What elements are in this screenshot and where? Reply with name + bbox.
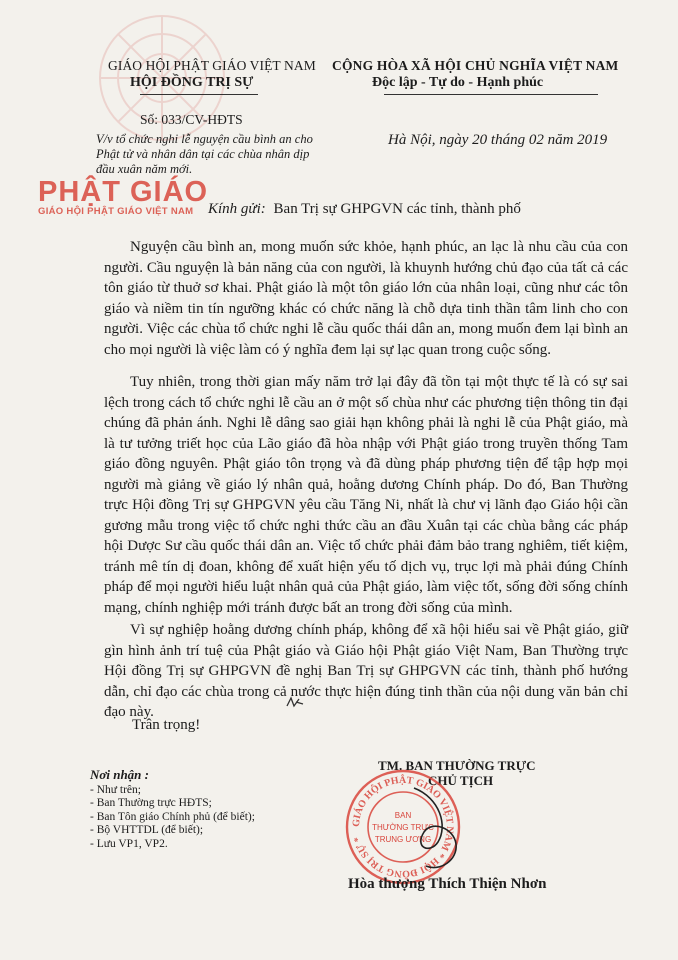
recipient-item: - Như trên; — [90, 783, 141, 796]
header-right-divider — [384, 94, 598, 95]
watermark-logo — [38, 176, 208, 217]
seal-center-line2: THƯỜNG TRỰC — [372, 823, 434, 832]
body-paragraph-2 — [104, 372, 628, 618]
seal-center-line3: TRUNG ƯƠNG — [374, 835, 432, 844]
recipient-item: - Lưu VP1, VP2. — [90, 837, 168, 850]
body-paragraph-1 — [104, 237, 628, 360]
signer-name: Hòa thượng Thích Thiện Nhơn — [348, 876, 547, 892]
handwritten-initial-mark — [285, 696, 305, 708]
official-seal-stamp — [344, 768, 462, 886]
addressee: Ban Trị sự GHPGVN các tỉnh, thành phố — [273, 201, 521, 217]
issuer-org-name: GIÁO HỘI PHẬT GIÁO VIỆT NAM — [108, 58, 316, 73]
salutation: Kính gửi: — [208, 201, 266, 217]
watermark-subtitle: GIÁO HỘI PHẬT GIÁO VIỆT NAM — [38, 206, 194, 217]
signer-office: TM. BAN THƯỜNG TRỰC — [378, 758, 536, 773]
issuer-council-name: HỘI ĐỒNG TRỊ SỰ — [130, 75, 254, 90]
paragraph-text: Nguyện cầu bình an, mong muốn sức khỏe, hạnh phúc, an lạc là nhu cầu của con người. Cầu nguyện là bản năng của con người, là khuynh hướng chủ đạo của tất cả các tôn giáo từ thuở sơ khai. Phật giáo là một tôn giáo lớn của nhân loại, cũng như các tôn giáo và niềm tin tín ngưỡng khác có chức năng là chỗ dựa tinh thần tâm linh cho con người. Việc các chùa tổ chức nghi lễ cầu quốc thái dân an, mong muốn đem lại bình an cho mọi người là việc làm có ý nghĩa đem lại sự lạc quan trong cuộc sống. — [104, 239, 628, 358]
reference-number: Số: 033/CV-HĐTS — [140, 112, 243, 127]
body-paragraph-3 — [104, 620, 628, 723]
seal-ring-text: GIÁO HỘI PHẬT GIÁO VIỆT NAM * HỘI ĐỒNG TRỊ SỰ * — [350, 774, 456, 880]
national-title: CỘNG HÒA XÃ HỘI CHỦ NGHĨA VIỆT NAM — [332, 58, 619, 73]
addressee-line — [208, 201, 521, 218]
seal-center-line1: BAN — [394, 811, 412, 820]
document-date: Hà Nội, ngày 20 tháng 02 năm 2019 — [388, 132, 608, 148]
watermark-title: PHẬT GIÁO — [38, 176, 209, 208]
closing-remark: Trân trọng! — [132, 717, 201, 733]
recipient-item: - Ban Thường trực HĐTS; — [90, 797, 212, 809]
recipients-list — [90, 768, 255, 851]
signer-position: CHỦ TỊCH — [428, 773, 494, 788]
recipient-item: - Bộ VHTTDL (để biết); — [90, 824, 204, 836]
header-left-divider — [140, 94, 258, 95]
recipients-title: Nơi nhận : — [90, 767, 149, 782]
national-motto: Độc lập - Tự do - Hạnh phúc — [372, 75, 544, 90]
paragraph-text: Vì sự nghiệp hoằng dương chính pháp, không để xã hội hiểu sai về Phật giáo, giữ gìn hình ảnh trí tuệ của Phật giáo và Giáo hội Phật giáo Việt Nam, Ban Thường trực Hội đồng Trị sự GHPGVN đề nghị Ban Trị sự GHPGVN các tỉnh, thành phố hướng dẫn, chỉ đạo các chùa trong cả nước thực hiện đúng tinh thần của nội dung văn bản chỉ đạo này. — [104, 622, 628, 720]
paragraph-text: Tuy nhiên, trong thời gian mấy năm trở lại đây đã tồn tại một thực tế là có sự sai lệch trong cách tổ chức nghi lễ cầu an ở một số chùa như các phương tiện thông tin đại chúng đã phản ánh. Nghi lễ dâng sao giải hạn không phải là nghi lễ của Phật giáo, mà là tư tưởng triết học của Lão giáo đã hòa nhập với Phật giáo trong truyền thống Tam giáo đồng nguyên. Phật giáo tôn trọng và đã dùng pháp phương tiện để tập hợp mọi người mà giảng về giáo lý nhân quả, hoằng dương Chính pháp. Do đó, Ban Thường trực Hội đồng Trị sự GHPGVN yêu cầu Tăng Ni, nhất là chư vị lãnh đạo Giáo hội cần gương mẫu trong việc tổ chức nghi thức cầu an đầu Xuân tại các chùa bằng các pháp hội Dược Sư cầu quốc thái dân an. Việc tổ chức phải đảm bảo trang nghiêm, tiết kiệm, tránh mê tín dị đoan, không để xuất hiện yếu tố dịch vụ, trục lợi mà phải đúng Chính pháp để mọi người hiểu luật nhân quả của Phật giáo, làm việc tốt, sống đời sống chính mạng, chính nghiệp mới tránh được bất an trong đời sống của mình. — [104, 374, 628, 616]
document-subject: V/v tổ chức nghi lễ nguyện cầu bình an cho Phật tử và nhân dân tại các chùa nhân dịp đầu xuân năm mới. — [96, 132, 313, 176]
recipient-item: - Ban Tôn giáo Chính phủ (để biết); — [90, 810, 255, 823]
